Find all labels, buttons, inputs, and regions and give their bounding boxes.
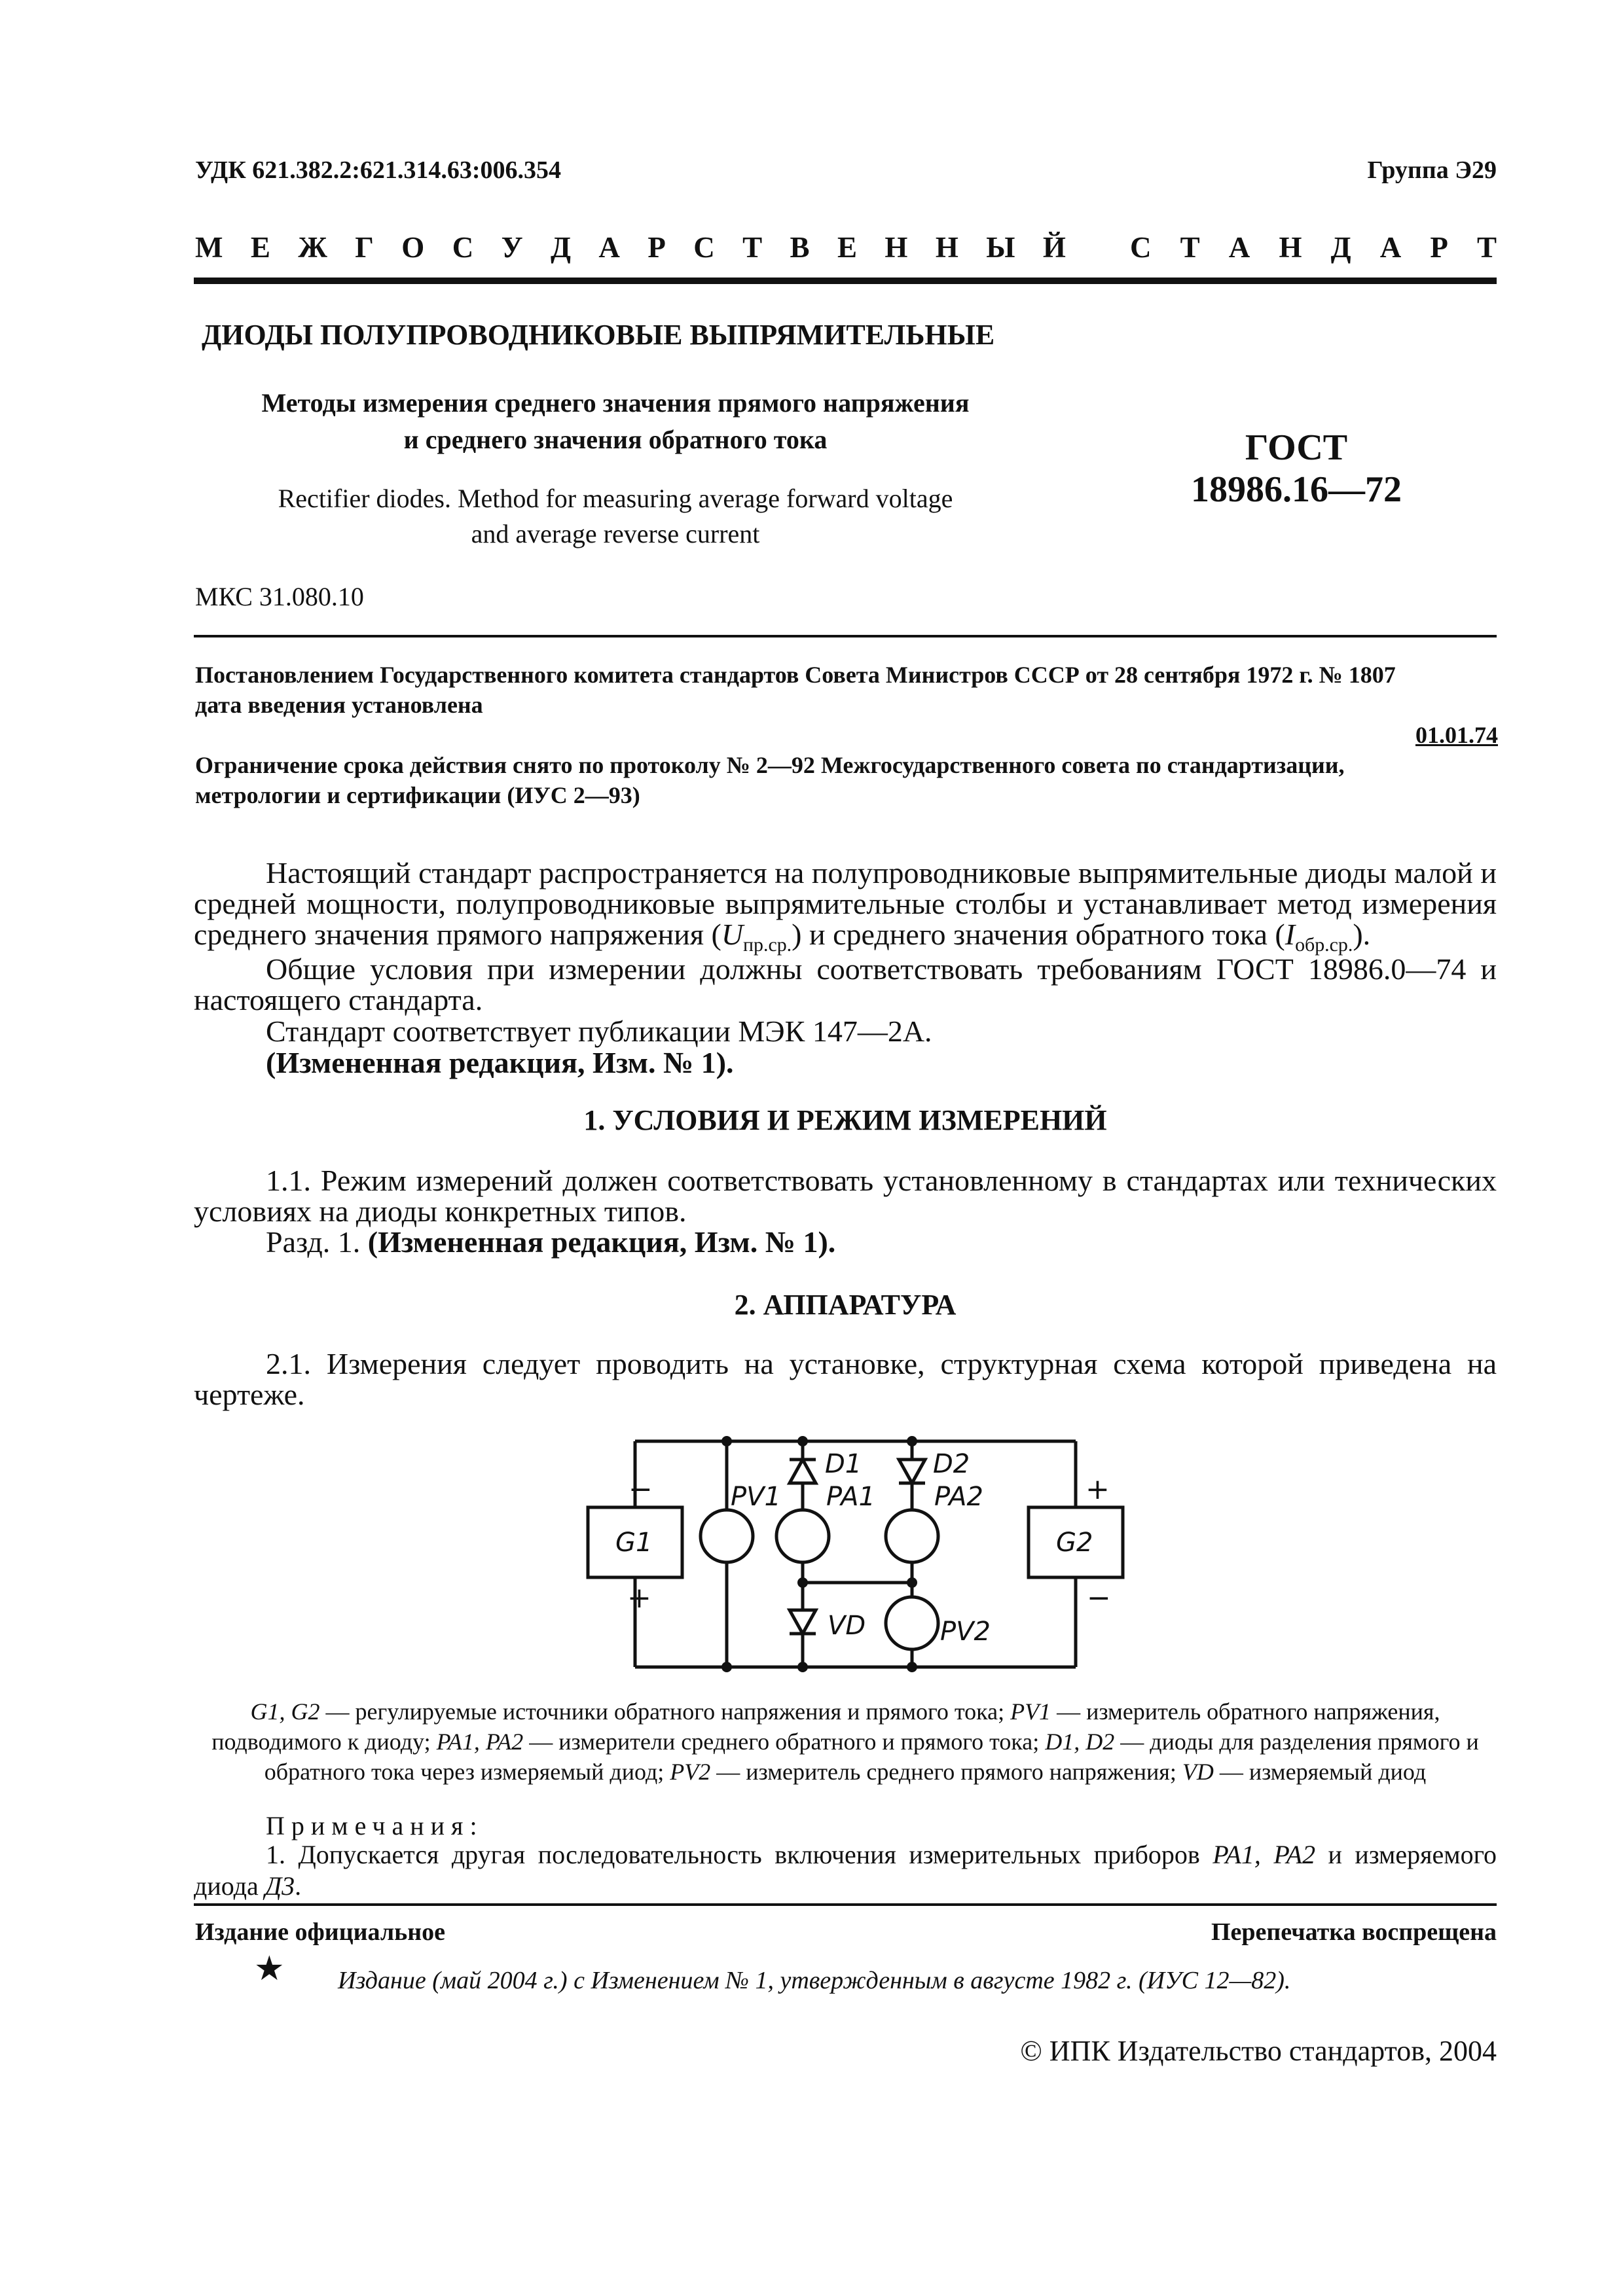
symbol-u-sub: пр.ср.	[743, 934, 792, 956]
star-icon: ★	[254, 1950, 285, 1988]
g1-plus: +	[627, 1581, 651, 1615]
effective-date: 01.01.74	[1415, 722, 1498, 748]
document-title: ДИОДЫ ПОЛУПРОВОДНИКОВЫЕ ВЫПРЯМИТЕЛЬНЫЕ	[202, 319, 995, 351]
banner-letter: А	[598, 231, 620, 264]
subtitle-line-1: Методы измерения среднего значения прямого напряжения	[261, 388, 970, 418]
junction-dot	[797, 1436, 808, 1446]
intro-paragraph-3: Стандарт соответствует публикации МЭК 147—2А.	[266, 1014, 932, 1048]
mks-code: МКС 31.080.10	[195, 582, 364, 611]
label-vd: VD	[828, 1611, 866, 1641]
pa1-meter-circle	[776, 1510, 829, 1562]
english-title-line-1: Rectifier diodes. Method for measuring average forward voltage	[278, 484, 953, 513]
d2-triangle	[899, 1460, 925, 1483]
d1-triangle	[790, 1460, 816, 1483]
caption-symbol: VD	[1182, 1759, 1214, 1785]
note-text: .	[295, 1871, 302, 1901]
intro-text-b: ) и среднего значения обратного тока (	[792, 918, 1285, 951]
banner-letter: Н	[935, 231, 958, 264]
subtitle-line-2: и среднего значения обратного тока	[403, 425, 828, 454]
caption-text: — измерители среднего обратного и прямого тока;	[523, 1729, 1046, 1755]
pa2-meter-circle	[886, 1510, 938, 1562]
label-pv1: PV1	[731, 1482, 781, 1512]
junction-dot	[907, 1436, 917, 1446]
banner-letter: Д	[1330, 231, 1351, 264]
copyright: © ИПК Издательство стандартов, 2004	[1020, 2035, 1497, 2067]
banner-letter: Т	[742, 231, 763, 264]
banner-letter: Н	[1279, 231, 1302, 264]
limit-line-2: метрологии и сертификации (ИУС 2—93)	[195, 782, 640, 808]
banner-letter: Т	[1476, 231, 1497, 264]
banner-letter: В	[790, 231, 810, 264]
vd-triangle	[790, 1610, 816, 1634]
banner-letter: Т	[1180, 231, 1200, 264]
junction-dot	[721, 1436, 732, 1446]
banner-letter: Ы	[986, 231, 1015, 264]
reprint-prohibited: Перепечатка воспрещена	[1211, 1918, 1497, 1946]
section-1-paragraph: 1.1. Режим измерений должен соответствовать установленному в стандартах или технических условиях на диоды конкретных типов.	[194, 1164, 1497, 1228]
caption-text: — регулируемые источники обратного напряжения и прямого тока;	[319, 1698, 1011, 1725]
note-symbol: PA1, PA2	[1213, 1840, 1316, 1869]
edition-note: Издание (май 2004 г.) с Изменением № 1, утвержденным в августе 1982 г. (ИУС 12—82).	[338, 1967, 1291, 1994]
caption-symbol: PV1	[1010, 1698, 1051, 1725]
banner-letter: Е	[837, 231, 857, 264]
gost-number: 18986.16—72	[1191, 469, 1402, 510]
symbol-i-sub: обр.ср.	[1295, 934, 1353, 956]
junction-dot	[797, 1577, 808, 1588]
banner-letter: Й	[1042, 231, 1066, 264]
notes-heading: Примечания:	[266, 1811, 484, 1840]
junction-dot	[907, 1577, 917, 1588]
caption-symbol: PA1, PA2	[436, 1729, 524, 1755]
note-text: 1. Допускается другая последовательность включения измерительных приборов	[266, 1840, 1213, 1869]
caption-text: — измеряемый диод	[1213, 1759, 1427, 1785]
decree-line-2: дата введения установлена	[195, 692, 483, 718]
label-d1: D1	[825, 1449, 862, 1479]
note-1	[194, 1839, 1497, 1902]
banner-letter: Д	[551, 231, 571, 264]
symbol-i: I	[1285, 918, 1296, 951]
banner-letter: У	[501, 231, 523, 264]
banner-letter: Ж	[298, 231, 327, 264]
section-2-heading: 2. АППАРАТУРА	[734, 1289, 957, 1321]
label-g1: G1	[615, 1528, 653, 1558]
banner-letter: А	[1379, 231, 1402, 264]
amendment-note: (Измененная редакция, Изм. № 1).	[266, 1046, 734, 1079]
intro-text-a: Настоящий стандарт распространяется на полупроводниковые выпрямительные диоды малой и средней мощности, полупроводниковые выпрямительные столбы и устанавливает метод измерения среднего значения прямого напряжения (	[194, 856, 1497, 951]
amendment-prefix: Разд. 1.	[266, 1225, 368, 1259]
banner-letter: С	[693, 231, 715, 264]
decree-line-1: Постановлением Государственного комитета стандартов Совета Министров СССР от 28 сентября 1972 г. № 1807	[195, 662, 1396, 688]
label-d2: D2	[933, 1449, 970, 1479]
junction-dot	[797, 1662, 808, 1672]
english-title-line-2: and average reverse current	[471, 519, 760, 548]
pv2-meter-circle	[886, 1597, 938, 1649]
caption-symbol: D1, D2	[1045, 1729, 1115, 1755]
label-pv2: PV2	[940, 1617, 991, 1647]
label-g2: G2	[1056, 1528, 1093, 1558]
caption-text: — измеритель среднего прямого напряжения;	[710, 1759, 1182, 1785]
banner-letter: Р	[1430, 231, 1448, 264]
section-1-heading: 1. УСЛОВИЯ И РЕЖИМ ИЗМЕРЕНИЙ	[583, 1104, 1107, 1136]
group-code: Группа Э29	[1367, 156, 1497, 184]
banner-letter: Р	[647, 231, 666, 264]
banner-letter: Г	[355, 231, 374, 264]
caption-text: — измеритель обратного напряжения, подводимого к диоду;	[211, 1698, 1440, 1755]
caption-symbol: PV2	[670, 1759, 711, 1785]
label-pa1: PA1	[826, 1482, 875, 1512]
banner-letter: Н	[884, 231, 908, 264]
g2-minus: −	[1087, 1581, 1111, 1615]
official-edition: Издание официальное	[195, 1918, 446, 1946]
banner-letter: С	[452, 231, 474, 264]
banner-letter: С	[1130, 231, 1152, 264]
intro-text-c: ).	[1353, 918, 1371, 951]
udc-code: УДК 621.382.2:621.314.63:006.354	[195, 156, 562, 184]
junction-dot	[907, 1662, 917, 1672]
symbol-u: U	[721, 918, 744, 951]
pv1-meter-circle	[701, 1510, 753, 1562]
g1-minus: −	[629, 1473, 653, 1506]
label-pa2: PA2	[934, 1482, 983, 1512]
footer-rule	[194, 1903, 1497, 1906]
note-symbol: Д3	[264, 1871, 295, 1901]
g2-plus: +	[1085, 1473, 1110, 1506]
intro-paragraph-2: Общие условия при измерении должны соответствовать требованиям ГОСТ 18986.0—74 и настоящего стандарта.	[194, 952, 1497, 1016]
amendment-bold: (Измененная редакция, Изм. № 1).	[367, 1225, 836, 1259]
limit-line-1: Ограничение срока действия снято по протоколу № 2—92 Межгосударственного совета по стандартизации,	[195, 752, 1345, 778]
banner-letter: Е	[250, 231, 270, 264]
banner-letter: А	[1228, 231, 1250, 264]
figure-caption	[194, 1696, 1497, 1787]
caption-text: — диоды для разделения прямого и обратного тока через измеряемый диод;	[264, 1729, 1479, 1785]
gost-label: ГОСТ	[1245, 427, 1348, 468]
banner-letter: М	[195, 231, 223, 264]
banner-letter: О	[401, 231, 425, 264]
section-2-paragraph: 2.1. Измерения следует проводить на установке, структурная схема которой приведена на чертеже.	[194, 1347, 1497, 1411]
note-text: и измеряемого диода	[194, 1840, 1497, 1901]
junction-dot	[721, 1662, 732, 1672]
caption-symbol: G1, G2	[250, 1698, 320, 1725]
